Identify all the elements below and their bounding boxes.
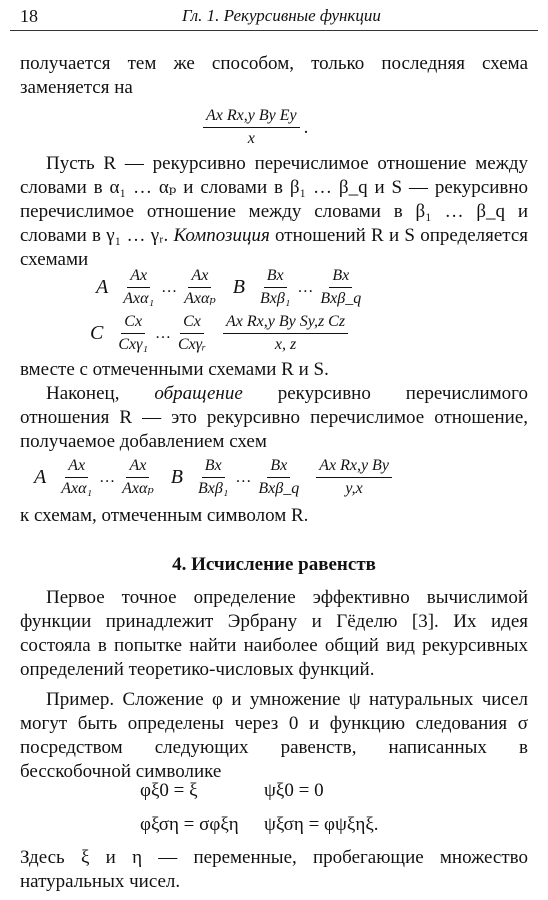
paragraph-text: отношений R и S определяется схемами bbox=[20, 225, 529, 270]
fraction bbox=[175, 312, 209, 355]
equations-block bbox=[140, 778, 379, 838]
fraction bbox=[58, 456, 95, 499]
term-composition: Композиция bbox=[173, 225, 270, 246]
fraction bbox=[115, 312, 151, 355]
fraction bbox=[255, 456, 302, 499]
fraction-numerator: Ax Rx,y By Ey bbox=[203, 106, 300, 128]
equation: ψξση = φψξηξ. bbox=[264, 814, 379, 835]
page-header bbox=[10, 4, 538, 31]
section-heading: 4. Исчисление равенств bbox=[172, 554, 376, 575]
fraction-denominator: Axα₁ bbox=[61, 480, 93, 497]
equation: φξση = σφξη bbox=[140, 814, 239, 835]
scheme-label-B: B bbox=[232, 276, 245, 298]
fraction-numerator: Ax Rx,y By Sy,z Cz bbox=[223, 312, 348, 334]
scheme-label-C: C bbox=[90, 322, 104, 344]
paragraph-text: Наконец, bbox=[46, 383, 120, 404]
schemes-row-2 bbox=[90, 312, 348, 355]
fraction bbox=[119, 456, 157, 499]
fraction-numerator: Ax Rx,y By bbox=[316, 456, 392, 478]
equation-row bbox=[140, 778, 379, 804]
fraction-denominator: Bxβ₁ bbox=[197, 480, 229, 497]
schemes-row-1 bbox=[96, 266, 364, 309]
fraction bbox=[203, 106, 300, 149]
fraction-denominator: Bxβ₁ bbox=[259, 290, 291, 307]
paragraph-composition bbox=[20, 152, 528, 272]
fraction-numerator: Bx bbox=[267, 456, 290, 478]
ellipsis: … bbox=[154, 324, 171, 342]
paragraph-text: рекурсивно перечислимого отношения R — это рекурсивно перечислимое отношение, получаемое добавлением схем bbox=[20, 383, 528, 452]
fraction-denominator: Bxβ_q bbox=[320, 290, 362, 307]
fraction-denominator: Bxβ_q bbox=[258, 480, 300, 497]
fraction bbox=[257, 266, 293, 309]
fraction-numerator: Ax bbox=[126, 456, 149, 478]
paragraph-example: Пример. Сложение φ и умножение ψ натуральных чисел могут быть определены через 0 и функцию следования σ посредством следующих равенств, написанных в бесскобочной символике bbox=[20, 689, 528, 782]
page-number: 18 bbox=[20, 6, 38, 26]
fraction-main bbox=[316, 456, 392, 499]
fraction-numerator: Ax bbox=[65, 456, 88, 478]
schemes-inversion bbox=[34, 456, 392, 499]
fraction-numerator: Bx bbox=[202, 456, 225, 478]
fraction-numerator: Cx bbox=[121, 312, 145, 334]
equation: φξ0 = ξ bbox=[140, 780, 198, 801]
fraction-denominator: Cxγ₁ bbox=[118, 336, 148, 353]
fraction bbox=[317, 266, 364, 309]
fraction-denominator: Axαₚ bbox=[122, 480, 154, 497]
running-title: Гл. 1. Рекурсивные функции bbox=[182, 6, 381, 25]
scheme-label-B: B bbox=[170, 466, 183, 488]
fraction-denominator: x, z bbox=[274, 336, 297, 353]
fraction bbox=[120, 266, 157, 309]
ellipsis: … bbox=[235, 468, 252, 486]
fraction-numerator: Bx bbox=[264, 266, 287, 288]
fraction-numerator: Ax bbox=[188, 266, 211, 288]
formula-period: . bbox=[303, 116, 309, 138]
formula-last-scheme bbox=[203, 106, 308, 149]
ellipsis: … bbox=[99, 468, 116, 486]
fraction-numerator: Bx bbox=[329, 266, 352, 288]
ellipsis: … bbox=[297, 278, 314, 296]
fraction-denominator: Axαₚ bbox=[184, 290, 216, 307]
paragraph-to-schemes: к схемам, отмеченным символом R. bbox=[20, 505, 309, 526]
paragraph-text: Пусть R — рекурсивно перечислимое отношение между словами в α₁ … αₚ и словами в β₁ … β_q и S — рекурсивно перечислимое отношение между словами в β₁ … β_q и словами в γ₁ … γᵣ. bbox=[20, 153, 528, 246]
term-inversion: обращение bbox=[154, 383, 243, 404]
fraction-denominator: x bbox=[247, 130, 255, 147]
paragraph-here: Здесь ξ и η — переменные, пробегающие множество натуральных чисел. bbox=[20, 847, 528, 892]
fraction bbox=[195, 456, 231, 499]
fraction-main bbox=[223, 312, 348, 355]
paragraph-intro: получается тем же способом, только последняя схема заменяется на bbox=[20, 53, 528, 98]
equation: ψξ0 = 0 bbox=[264, 780, 324, 801]
paragraph-with-marked: вместе с отмеченными схемами R и S. bbox=[20, 359, 329, 380]
equation-row bbox=[140, 812, 379, 838]
fraction bbox=[181, 266, 219, 309]
ellipsis: … bbox=[161, 278, 178, 296]
scheme-label-A: A bbox=[34, 466, 47, 488]
fraction-numerator: Ax bbox=[127, 266, 150, 288]
scheme-label-A: A bbox=[96, 276, 109, 298]
fraction-denominator: Cxγᵣ bbox=[177, 336, 206, 353]
fraction-denominator: y,x bbox=[345, 480, 363, 497]
paragraph-inversion bbox=[20, 382, 528, 454]
paragraph-first-definition: Первое точное определение эффективно вычислимой функции принадлежит Эрбрану и Гёделю [3]. Их идея состояла в попытке найти наиболее общий вид рекурсивных определений теоретико-числовых функций. bbox=[20, 587, 528, 680]
fraction-denominator: Axα₁ bbox=[123, 290, 155, 307]
fraction-numerator: Cx bbox=[180, 312, 204, 334]
